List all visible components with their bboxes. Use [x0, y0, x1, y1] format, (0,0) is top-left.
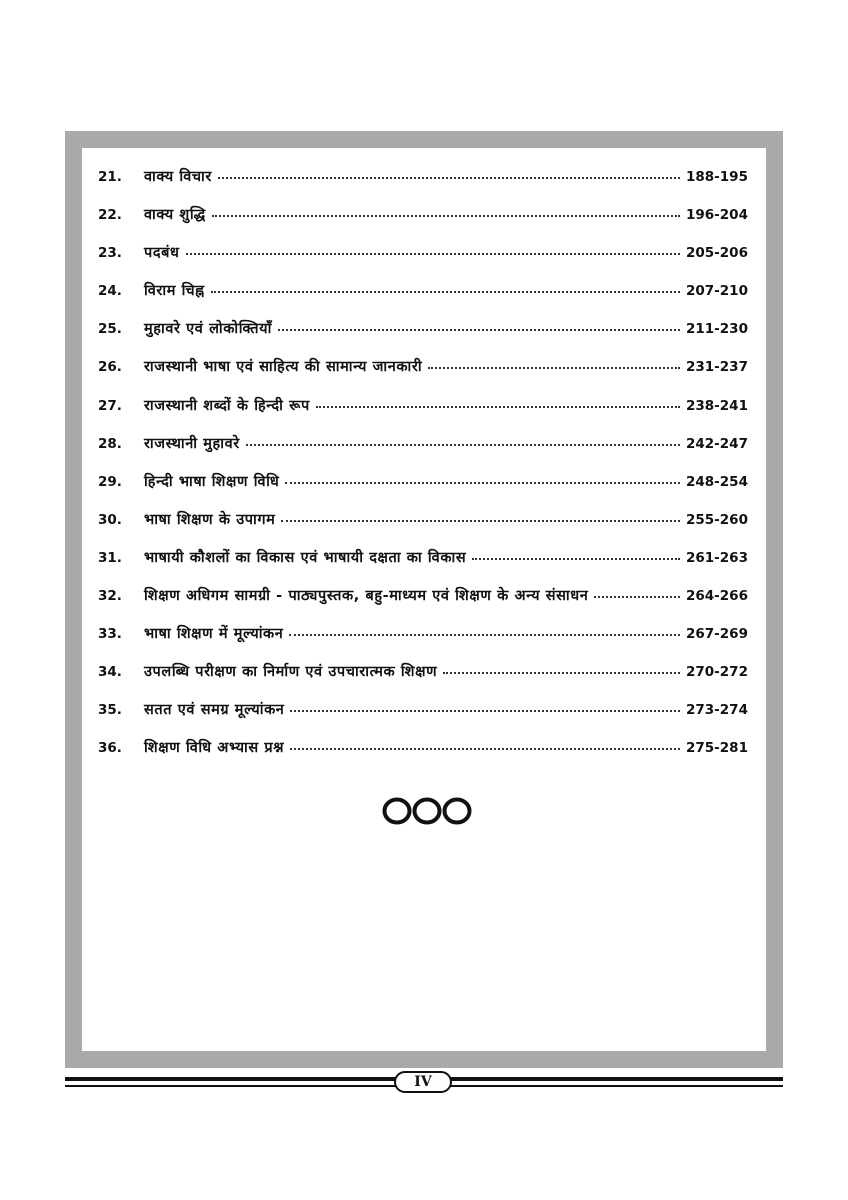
toc-entry-title: भाषा शिक्षण में मूल्यांकन — [144, 626, 284, 643]
toc-entry-number: 22. — [98, 207, 122, 224]
toc-entry-number: 25. — [98, 321, 122, 338]
three-rings-ornament-icon — [382, 796, 472, 826]
toc-dot-leader — [212, 214, 680, 217]
toc-entry-number: 21. — [98, 169, 122, 185]
toc-dot-leader — [186, 252, 680, 255]
toc-dot-leader — [211, 290, 680, 293]
toc-entry — [98, 318, 746, 356]
toc-dot-leader — [443, 671, 680, 674]
toc-entry — [98, 547, 746, 585]
toc-entry-title: राजस्थानी मुहावरे — [144, 435, 240, 452]
toc-entry-title: भाषा शिक्षण के उपागम — [144, 511, 276, 528]
toc-entry-title: सतत एवं समग्र मूल्यांकन — [144, 702, 285, 719]
toc-dot-leader — [428, 366, 680, 369]
toc-entry — [98, 737, 746, 775]
toc-entry — [98, 166, 746, 204]
toc-entry-number: 32. — [98, 588, 122, 605]
toc-entry-title: शिक्षण विधि अभ्यास प्रश्न — [144, 740, 285, 757]
toc-dot-leader — [316, 405, 680, 408]
toc-entry-number: 33. — [98, 626, 122, 643]
page-number-badge: IV — [394, 1071, 452, 1093]
toc-entry — [98, 433, 746, 471]
toc-entry-number: 27. — [98, 397, 122, 414]
toc-entry-number: 23. — [98, 245, 122, 262]
toc-entry-pages: 238-241 — [686, 397, 748, 414]
toc-entry-title: वाक्य शुद्धि — [144, 207, 206, 224]
toc-entry — [98, 699, 746, 737]
toc-entry-pages: 248-254 — [686, 473, 748, 490]
toc-entry — [98, 471, 746, 509]
toc-entry — [98, 623, 746, 661]
toc-entry — [98, 585, 746, 623]
toc-entry-number: 36. — [98, 740, 122, 757]
toc-entry — [98, 280, 746, 318]
toc-entry-title: हिन्दी भाषा शिक्षण विधि — [144, 473, 280, 490]
toc-entry-number: 34. — [98, 664, 122, 681]
content-sheet — [82, 148, 766, 1051]
toc-entry — [98, 356, 746, 394]
toc-entry-pages: 242-247 — [686, 435, 748, 452]
toc-entry-pages: 275-281 — [686, 740, 748, 757]
toc-entry-pages: 188-195 — [686, 169, 748, 185]
toc-entry-title: शिक्षण अधिगम सामग्री - पाठ्यपुस्तक, बहु-माध्यम एवं शिक्षण के अन्य संसाधन — [144, 588, 589, 605]
toc-dot-leader — [281, 519, 680, 522]
page-frame — [65, 131, 783, 1068]
toc-entry-number: 24. — [98, 283, 122, 300]
toc-entry-number: 35. — [98, 702, 122, 719]
toc-entry-pages: 205-206 — [686, 245, 748, 262]
table-of-contents — [98, 166, 746, 776]
toc-entry-number: 26. — [98, 359, 122, 376]
toc-entry-title: उपलब्धि परीक्षण का निर्माण एवं उपचारात्मक शिक्षण — [144, 664, 438, 681]
toc-entry — [98, 242, 746, 280]
toc-entry-pages: 196-204 — [686, 207, 748, 224]
toc-entry-title: मुहावरे एवं लोकोक्तियाँ — [144, 321, 272, 338]
toc-entry-pages: 267-269 — [686, 626, 748, 643]
toc-entry-title: राजस्थानी शब्दों के हिन्दी रूप — [144, 397, 310, 414]
toc-dot-leader — [285, 481, 680, 484]
toc-entry-pages: 261-263 — [686, 549, 748, 566]
toc-dot-leader — [290, 709, 680, 712]
toc-entry — [98, 661, 746, 699]
toc-dot-leader — [218, 176, 680, 179]
toc-dot-leader — [594, 595, 680, 598]
toc-entry-title: पदबंध — [144, 245, 180, 262]
toc-entry-number: 28. — [98, 435, 122, 452]
toc-entry-pages: 207-210 — [686, 283, 748, 300]
toc-entry-pages: 211-230 — [686, 321, 748, 338]
toc-dot-leader — [278, 328, 680, 331]
toc-entry-title: भाषायी कौशलों का विकास एवं भाषायी दक्षता का विकास — [144, 549, 467, 566]
toc-entry-pages: 255-260 — [686, 511, 748, 528]
toc-entry-title: विराम चिह्न — [144, 283, 205, 300]
toc-entry — [98, 509, 746, 547]
toc-dot-leader — [472, 557, 680, 560]
toc-entry-pages: 270-272 — [686, 664, 748, 681]
toc-dot-leader — [246, 443, 680, 446]
toc-entry-pages: 264-266 — [686, 588, 748, 605]
toc-dot-leader — [290, 747, 680, 750]
toc-entry — [98, 395, 746, 433]
toc-entry-number: 29. — [98, 473, 122, 490]
toc-entry-pages: 273-274 — [686, 702, 748, 719]
toc-entry-number: 30. — [98, 511, 122, 528]
toc-entry-number: 31. — [98, 549, 122, 566]
toc-entry-title: राजस्थानी भाषा एवं साहित्य की सामान्य जानकारी — [144, 359, 423, 376]
toc-entry-title: वाक्य विचार — [144, 169, 212, 185]
toc-entry — [98, 204, 746, 242]
toc-dot-leader — [289, 633, 680, 636]
toc-entry-pages: 231-237 — [686, 359, 748, 376]
